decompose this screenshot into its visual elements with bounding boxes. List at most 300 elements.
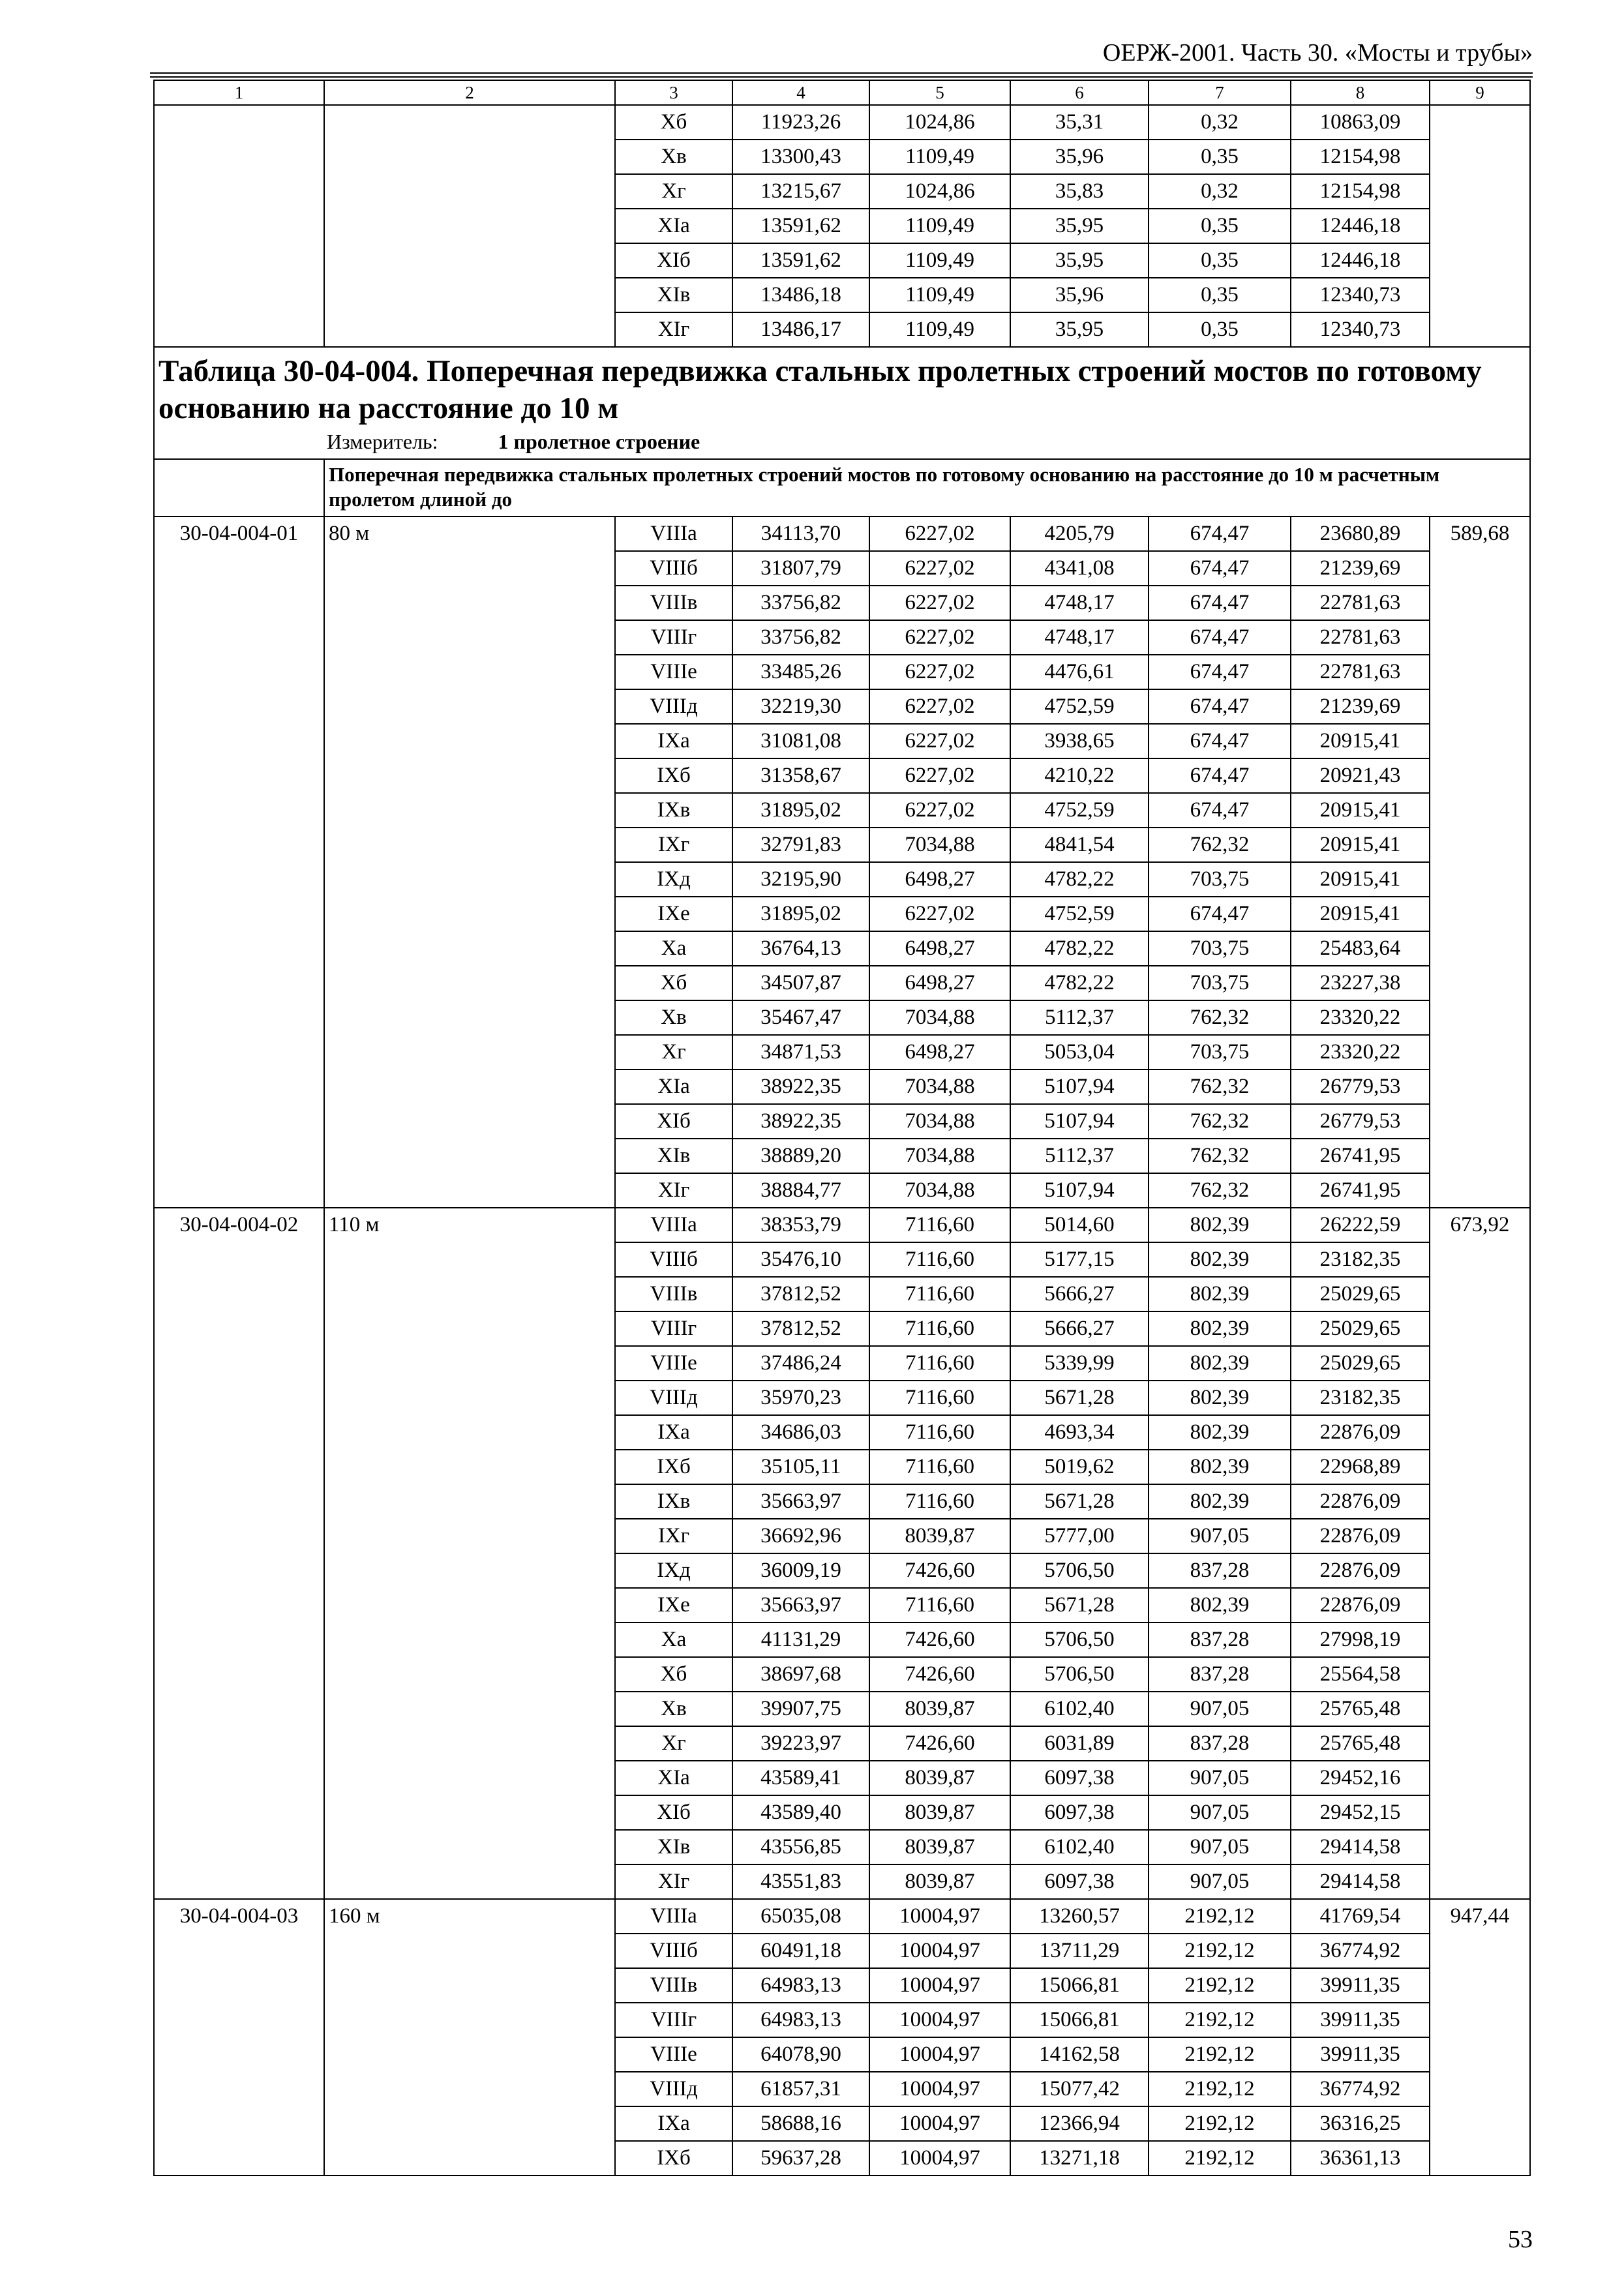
value-cell: 8039,87: [869, 1864, 1010, 1899]
value-cell: 907,05: [1149, 1692, 1291, 1726]
value-cell: 674,47: [1149, 758, 1291, 793]
zone-cell: VIIIе: [615, 1346, 732, 1381]
value-cell: 35467,47: [732, 1000, 869, 1035]
value-cell: 5706,50: [1010, 1657, 1149, 1692]
value-cell: 6227,02: [869, 689, 1010, 724]
value-cell: 13486,18: [732, 278, 869, 312]
zone-cell: IXа: [615, 724, 732, 758]
value-cell: 35476,10: [732, 1242, 869, 1277]
meter-line: [158, 427, 1526, 456]
value-cell: 41131,29: [732, 1623, 869, 1657]
column-number: 5: [869, 80, 1010, 105]
value-cell: 5107,94: [1010, 1104, 1149, 1139]
value-cell: 0,35: [1149, 312, 1291, 347]
value-cell: 762,32: [1149, 1139, 1291, 1173]
zone-cell: VIIIб: [615, 1934, 732, 1968]
value-cell: 22781,63: [1291, 620, 1430, 655]
value-cell: 29414,58: [1291, 1864, 1430, 1899]
value-cell: 29414,58: [1291, 1830, 1430, 1864]
value-cell: 29452,16: [1291, 1761, 1430, 1795]
header-rule-double: [150, 76, 1533, 78]
table-title: [154, 347, 1530, 459]
value-cell: 0,32: [1149, 105, 1291, 140]
value-cell: 38697,68: [732, 1657, 869, 1692]
value-cell: 29452,15: [1291, 1795, 1430, 1830]
value-cell: 21239,69: [1291, 689, 1430, 724]
value-cell: 8039,87: [869, 1830, 1010, 1864]
value-cell: 1109,49: [869, 278, 1010, 312]
value-cell: 4205,79: [1010, 516, 1149, 551]
value-cell: 60491,18: [732, 1934, 869, 1968]
table-row: [154, 516, 1530, 551]
value-cell: 2192,12: [1149, 2037, 1291, 2072]
rates-table: [153, 80, 1531, 2176]
zone-cell: VIIIд: [615, 1381, 732, 1415]
value-cell: 38889,20: [732, 1139, 869, 1173]
value-cell: 837,28: [1149, 1726, 1291, 1761]
zone-cell: IXб: [615, 2141, 732, 2176]
value-cell: 31895,02: [732, 793, 869, 828]
column-number: 2: [324, 80, 615, 105]
span-length-cell: 160 м: [324, 1899, 615, 2176]
value-cell: 26779,53: [1291, 1104, 1430, 1139]
zone-cell: VIIIд: [615, 2072, 732, 2106]
value-cell: 31895,02: [732, 897, 869, 931]
value-cell: 39911,35: [1291, 1968, 1430, 2003]
value-cell: 23227,38: [1291, 966, 1430, 1000]
value-cell: 837,28: [1149, 1553, 1291, 1588]
value-cell: 762,32: [1149, 1000, 1291, 1035]
value-cell: 5706,50: [1010, 1623, 1149, 1657]
value-cell: 802,39: [1149, 1208, 1291, 1242]
value-cell: 35105,11: [732, 1450, 869, 1484]
value-cell: 7034,88: [869, 1104, 1010, 1139]
zone-cell: VIIIв: [615, 1968, 732, 2003]
value-cell: 35,96: [1010, 278, 1149, 312]
value-cell: 20915,41: [1291, 724, 1430, 758]
value-cell: 4341,08: [1010, 551, 1149, 586]
value-cell: 837,28: [1149, 1657, 1291, 1692]
value-cell: 7034,88: [869, 1070, 1010, 1104]
value-cell: 802,39: [1149, 1346, 1291, 1381]
value-cell: 802,39: [1149, 1277, 1291, 1311]
value-cell: 35,95: [1010, 312, 1149, 347]
zone-cell: VIIIд: [615, 689, 732, 724]
value-cell: 35970,23: [732, 1381, 869, 1415]
value-cell: 907,05: [1149, 1795, 1291, 1830]
value-cell: 58688,16: [732, 2106, 869, 2141]
column-number-row: [154, 80, 1530, 105]
code-cell: [154, 105, 324, 347]
value-cell: 7116,60: [869, 1208, 1010, 1242]
value-cell: 13260,57: [1010, 1899, 1149, 1934]
value-cell: 6498,27: [869, 931, 1010, 966]
value-cell: 10863,09: [1291, 105, 1430, 140]
column-number: 4: [732, 80, 869, 105]
value-cell: 1024,86: [869, 174, 1010, 209]
value-cell: 22968,89: [1291, 1450, 1430, 1484]
value-cell: 4210,22: [1010, 758, 1149, 793]
zone-cell: VIIIб: [615, 1242, 732, 1277]
zone-cell: XIг: [615, 312, 732, 347]
zone-cell: VIIIа: [615, 1208, 732, 1242]
zone-cell: XIа: [615, 1761, 732, 1795]
value-cell: 802,39: [1149, 1415, 1291, 1450]
table-title-row: [154, 347, 1530, 459]
value-cell: 7426,60: [869, 1623, 1010, 1657]
value-cell: 8039,87: [869, 1692, 1010, 1726]
value-cell: 4782,22: [1010, 931, 1149, 966]
value-cell: 674,47: [1149, 689, 1291, 724]
value-cell: 34113,70: [732, 516, 869, 551]
value-cell: 7116,60: [869, 1484, 1010, 1519]
value-cell: 5666,27: [1010, 1277, 1149, 1311]
value-cell: 10004,97: [869, 2072, 1010, 2106]
value-cell: 32791,83: [732, 828, 869, 862]
zone-cell: Xг: [615, 174, 732, 209]
value-cell: 7116,60: [869, 1450, 1010, 1484]
value-cell: 39911,35: [1291, 2003, 1430, 2037]
zone-cell: VIIIв: [615, 586, 732, 620]
value-cell: 65035,08: [732, 1899, 869, 1934]
value-cell: 15066,81: [1010, 2003, 1149, 2037]
value-cell: 39223,97: [732, 1726, 869, 1761]
value-cell: 32219,30: [732, 689, 869, 724]
value-cell: 35663,97: [732, 1484, 869, 1519]
value-cell: 703,75: [1149, 966, 1291, 1000]
value-cell: 38884,77: [732, 1173, 869, 1208]
value-cell: 39907,75: [732, 1692, 869, 1726]
value-cell: 43556,85: [732, 1830, 869, 1864]
value-cell: 6102,40: [1010, 1692, 1149, 1726]
value-cell: 4752,59: [1010, 793, 1149, 828]
value-cell: 25765,48: [1291, 1692, 1430, 1726]
value-cell: 22781,63: [1291, 655, 1430, 689]
value-cell: 12154,98: [1291, 140, 1430, 174]
value-cell: 20915,41: [1291, 897, 1430, 931]
value-cell: 37486,24: [732, 1346, 869, 1381]
value-cell: 6227,02: [869, 724, 1010, 758]
zone-cell: XIб: [615, 1795, 732, 1830]
value-cell: 35,95: [1010, 209, 1149, 243]
value-cell: 23680,89: [1291, 516, 1430, 551]
value-cell: 674,47: [1149, 793, 1291, 828]
value-cell: 4841,54: [1010, 828, 1149, 862]
value-cell: 802,39: [1149, 1311, 1291, 1346]
value-cell: 2192,12: [1149, 1934, 1291, 1968]
zone-cell: VIIIе: [615, 2037, 732, 2072]
value-cell: 22876,09: [1291, 1588, 1430, 1623]
table-row: [154, 1899, 1530, 1934]
value-cell: 4748,17: [1010, 586, 1149, 620]
value-cell: 802,39: [1149, 1242, 1291, 1277]
zone-cell: IXд: [615, 1553, 732, 1588]
zone-cell: XIв: [615, 1830, 732, 1864]
value-cell: 5112,37: [1010, 1000, 1149, 1035]
meter-value: 1 пролетное строение: [498, 430, 700, 453]
value-cell: 38353,79: [732, 1208, 869, 1242]
zone-cell: IXе: [615, 1588, 732, 1623]
value-cell: 4748,17: [1010, 620, 1149, 655]
zone-cell: VIIIб: [615, 551, 732, 586]
value-cell: 6097,38: [1010, 1795, 1149, 1830]
value-cell: 64983,13: [732, 2003, 869, 2037]
value-cell: 6227,02: [869, 516, 1010, 551]
value-cell: 2192,12: [1149, 2141, 1291, 2176]
value-cell: 25765,48: [1291, 1726, 1430, 1761]
column-number: 8: [1291, 80, 1430, 105]
value-cell: 64078,90: [732, 2037, 869, 2072]
value-cell: 33756,82: [732, 620, 869, 655]
zone-cell: XIв: [615, 1139, 732, 1173]
value-cell: 32195,90: [732, 862, 869, 897]
value-cell: 6498,27: [869, 1035, 1010, 1070]
zone-cell: IXд: [615, 862, 732, 897]
value-cell: 61857,31: [732, 2072, 869, 2106]
value-cell: 5107,94: [1010, 1070, 1149, 1104]
zone-cell: XIб: [615, 1104, 732, 1139]
value-cell: 13215,67: [732, 174, 869, 209]
value-cell: 12154,98: [1291, 174, 1430, 209]
value-cell: 12366,94: [1010, 2106, 1149, 2141]
header-rule: [150, 72, 1533, 74]
value-cell: 837,28: [1149, 1623, 1291, 1657]
value-cell: 36764,13: [732, 931, 869, 966]
table-row: [154, 1208, 1530, 1242]
value-cell: 12446,18: [1291, 209, 1430, 243]
value-cell: 8039,87: [869, 1761, 1010, 1795]
zone-cell: VIIIа: [615, 516, 732, 551]
value-cell: 10004,97: [869, 1968, 1010, 2003]
value-cell: 4782,22: [1010, 966, 1149, 1000]
value-cell: 7116,60: [869, 1381, 1010, 1415]
value-cell: 6498,27: [869, 862, 1010, 897]
value-cell: 2192,12: [1149, 1899, 1291, 1934]
value-cell: 7034,88: [869, 1173, 1010, 1208]
zone-cell: IXг: [615, 1519, 732, 1553]
column-number: 3: [615, 80, 732, 105]
table-title-text: Таблица 30-04-004. Поперечная передвижка стальных пролетных строений мостов по готовому основанию на расстояние до 10 м: [158, 354, 1482, 425]
value-cell: 7034,88: [869, 828, 1010, 862]
zone-cell: Xб: [615, 105, 732, 140]
value-cell: 674,47: [1149, 586, 1291, 620]
value-cell: 5706,50: [1010, 1553, 1149, 1588]
value-cell: 35,95: [1010, 243, 1149, 278]
zone-cell: Xб: [615, 1657, 732, 1692]
value-cell: 13271,18: [1010, 2141, 1149, 2176]
value-cell: 802,39: [1149, 1588, 1291, 1623]
value-cell: 35,96: [1010, 140, 1149, 174]
value-cell: 674,47: [1149, 551, 1291, 586]
value-cell: 2192,12: [1149, 2106, 1291, 2141]
zone-cell: VIIIг: [615, 620, 732, 655]
table-row: [154, 105, 1530, 140]
value-cell: 762,32: [1149, 1173, 1291, 1208]
zone-cell: VIIIг: [615, 1311, 732, 1346]
zone-cell: IXв: [615, 1484, 732, 1519]
value-cell: 703,75: [1149, 862, 1291, 897]
value-cell: 10004,97: [869, 2003, 1010, 2037]
value-cell: 25483,64: [1291, 931, 1430, 966]
value-cell: 4782,22: [1010, 862, 1149, 897]
zone-cell: Xа: [615, 931, 732, 966]
value-cell: 22876,09: [1291, 1415, 1430, 1450]
col9-cell: 947,44: [1430, 1899, 1530, 2176]
value-cell: 34871,53: [732, 1035, 869, 1070]
value-cell: 1109,49: [869, 243, 1010, 278]
column-number: 7: [1149, 80, 1291, 105]
value-cell: 10004,97: [869, 1899, 1010, 1934]
value-cell: 2192,12: [1149, 2003, 1291, 2037]
zone-cell: XIб: [615, 243, 732, 278]
value-cell: 0,32: [1149, 174, 1291, 209]
value-cell: 13711,29: [1010, 1934, 1149, 1968]
value-cell: 25564,58: [1291, 1657, 1430, 1692]
zone-cell: IXе: [615, 897, 732, 931]
value-cell: 8039,87: [869, 1519, 1010, 1553]
value-cell: 34686,03: [732, 1415, 869, 1450]
value-cell: 5107,94: [1010, 1173, 1149, 1208]
value-cell: 35,83: [1010, 174, 1149, 209]
name-cell: [324, 105, 615, 347]
value-cell: 33485,26: [732, 655, 869, 689]
value-cell: 6227,02: [869, 620, 1010, 655]
value-cell: 5112,37: [1010, 1139, 1149, 1173]
value-cell: 5053,04: [1010, 1035, 1149, 1070]
value-cell: 26779,53: [1291, 1070, 1430, 1104]
value-cell: 0,35: [1149, 209, 1291, 243]
value-cell: 26741,95: [1291, 1173, 1430, 1208]
zone-cell: Xг: [615, 1726, 732, 1761]
value-cell: 11923,26: [732, 105, 869, 140]
value-cell: 43589,40: [732, 1795, 869, 1830]
value-cell: 39911,35: [1291, 2037, 1430, 2072]
value-cell: 907,05: [1149, 1830, 1291, 1864]
value-cell: 22876,09: [1291, 1484, 1430, 1519]
value-cell: 762,32: [1149, 1070, 1291, 1104]
value-cell: 23182,35: [1291, 1381, 1430, 1415]
value-cell: 12446,18: [1291, 243, 1430, 278]
value-cell: 0,35: [1149, 140, 1291, 174]
value-cell: 907,05: [1149, 1864, 1291, 1899]
value-cell: 8039,87: [869, 1795, 1010, 1830]
page-header: ОЕРЖ-2001. Часть 30. «Мосты и трубы»: [1102, 39, 1533, 67]
value-cell: 703,75: [1149, 931, 1291, 966]
span-length-cell: 80 м: [324, 516, 615, 1208]
value-cell: 33756,82: [732, 586, 869, 620]
value-cell: 13591,62: [732, 243, 869, 278]
value-cell: 762,32: [1149, 828, 1291, 862]
value-cell: 6227,02: [869, 551, 1010, 586]
span-length-cell: 110 м: [324, 1208, 615, 1899]
value-cell: 25029,65: [1291, 1277, 1430, 1311]
value-cell: 7426,60: [869, 1726, 1010, 1761]
value-cell: 1109,49: [869, 140, 1010, 174]
value-cell: 674,47: [1149, 724, 1291, 758]
zone-cell: XIг: [615, 1173, 732, 1208]
value-cell: 22876,09: [1291, 1519, 1430, 1553]
value-cell: 6227,02: [869, 793, 1010, 828]
value-cell: 0,35: [1149, 243, 1291, 278]
column-number: 9: [1430, 80, 1530, 105]
value-cell: 25029,65: [1291, 1311, 1430, 1346]
value-cell: 674,47: [1149, 620, 1291, 655]
value-cell: 4752,59: [1010, 897, 1149, 931]
value-cell: 7034,88: [869, 1000, 1010, 1035]
value-cell: 36774,92: [1291, 2072, 1430, 2106]
zone-cell: VIIIа: [615, 1899, 732, 1934]
value-cell: 59637,28: [732, 2141, 869, 2176]
value-cell: 36361,13: [1291, 2141, 1430, 2176]
zone-cell: XIг: [615, 1864, 732, 1899]
col9-cell: [1430, 105, 1530, 347]
value-cell: 26222,59: [1291, 1208, 1430, 1242]
value-cell: 7116,60: [869, 1277, 1010, 1311]
value-cell: 674,47: [1149, 655, 1291, 689]
value-cell: 6031,89: [1010, 1726, 1149, 1761]
zone-cell: XIв: [615, 278, 732, 312]
value-cell: 5671,28: [1010, 1588, 1149, 1623]
value-cell: 34507,87: [732, 966, 869, 1000]
value-cell: 5014,60: [1010, 1208, 1149, 1242]
value-cell: 6227,02: [869, 758, 1010, 793]
value-cell: 6102,40: [1010, 1830, 1149, 1864]
value-cell: 31081,08: [732, 724, 869, 758]
value-cell: 5671,28: [1010, 1381, 1149, 1415]
value-cell: 27998,19: [1291, 1623, 1430, 1657]
value-cell: 5177,15: [1010, 1242, 1149, 1277]
code-cell: 30-04-004-02: [154, 1208, 324, 1899]
zone-cell: Xб: [615, 966, 732, 1000]
value-cell: 802,39: [1149, 1450, 1291, 1484]
value-cell: 13591,62: [732, 209, 869, 243]
code-cell: 30-04-004-01: [154, 516, 324, 1208]
value-cell: 7426,60: [869, 1657, 1010, 1692]
value-cell: 3938,65: [1010, 724, 1149, 758]
value-cell: 22781,63: [1291, 586, 1430, 620]
value-cell: 36692,96: [732, 1519, 869, 1553]
value-cell: 5671,28: [1010, 1484, 1149, 1519]
value-cell: 26741,95: [1291, 1139, 1430, 1173]
value-cell: 10004,97: [869, 1934, 1010, 1968]
value-cell: 7116,60: [869, 1242, 1010, 1277]
zone-cell: VIIIг: [615, 2003, 732, 2037]
value-cell: 37812,52: [732, 1277, 869, 1311]
value-cell: 36316,25: [1291, 2106, 1430, 2141]
value-cell: 2192,12: [1149, 1968, 1291, 2003]
value-cell: 2192,12: [1149, 2072, 1291, 2106]
value-cell: 5666,27: [1010, 1311, 1149, 1346]
value-cell: 5339,99: [1010, 1346, 1149, 1381]
value-cell: 5019,62: [1010, 1450, 1149, 1484]
value-cell: 802,39: [1149, 1381, 1291, 1415]
description-text: Поперечная передвижка стальных пролетных строений мостов по готовому основанию на расстояние до 10 м расчетным пролетом длиной до: [324, 459, 1530, 516]
value-cell: 6227,02: [869, 897, 1010, 931]
value-cell: 7116,60: [869, 1588, 1010, 1623]
column-number: 1: [154, 80, 324, 105]
value-cell: 35,31: [1010, 105, 1149, 140]
value-cell: 12340,73: [1291, 312, 1430, 347]
value-cell: 6097,38: [1010, 1864, 1149, 1899]
value-cell: 7034,88: [869, 1139, 1010, 1173]
zone-cell: VIIIв: [615, 1277, 732, 1311]
value-cell: 37812,52: [732, 1311, 869, 1346]
value-cell: 23182,35: [1291, 1242, 1430, 1277]
code-cell: 30-04-004-03: [154, 1899, 324, 2176]
zone-cell: XIа: [615, 209, 732, 243]
value-cell: 14162,58: [1010, 2037, 1149, 2072]
value-cell: 4476,61: [1010, 655, 1149, 689]
